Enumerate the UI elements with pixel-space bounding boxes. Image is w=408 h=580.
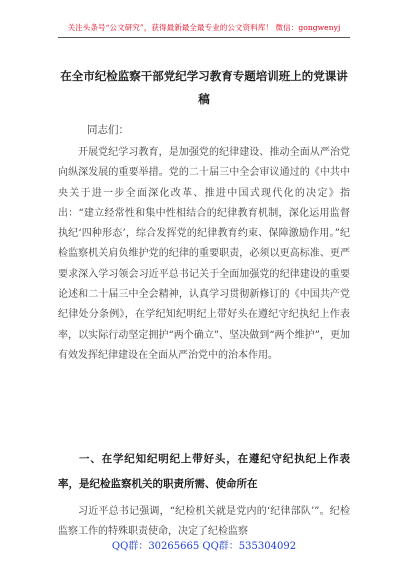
section-heading-1: 一、在学纪知纪明纪上带好头，在遵纪守纪执纪上作表率，是纪检监察机关的职责所需、使命所在 <box>58 453 350 490</box>
body-paragraph-2: 习近平总书记强调，“纪检机关就是党内的‘纪律部队’”。纪检监察工作的特殊职责使命，决定了纪检监察 <box>58 506 350 538</box>
header-banner: 关注头条号“公文研究”，获得最新最全最专业的公文资料库！ 微信：gongwenyj <box>67 23 341 32</box>
salutation: 同志们： <box>87 124 129 136</box>
document-title: 在全市纪检监察干部党纪学习教育专题培训班上的党课讲稿 <box>60 69 348 106</box>
footer-contact: QQ群：30265665 QQ群：535304092 <box>111 541 297 552</box>
header-divider <box>58 37 350 38</box>
body-paragraph-1: 开展党纪学习教育，是加强党的纪律建设、推动全面从严治党向纵深发展的重要举措。党的二十届三中全会审议通过的《中共中央关于进一步全面深化改革、推进中国式现代化的决定》指出：“建立经常性和集中性相结合的纪律教育机制，深化运用监督执纪‘四种形态’，综合发挥党的纪律教育约束、保障激励作用。”纪检监察机关肩负维护党的纪律的重要职责，必须以更高标准、更严要求深入学习领会习近平总书记关于全面加强党的纪律建设的重要论述和二十届三中全会精神，认真学习贯彻新修订的《中国共产党纪律处分条例》，在学纪知纪明纪上带好头在遵纪守纪执纪上作表率，以实际行动坚定拥护“两个确立”、坚决做到“两个维护”，更加有效发挥纪律建设在全面从严治党中的治本作用。 <box>58 147 350 361</box>
